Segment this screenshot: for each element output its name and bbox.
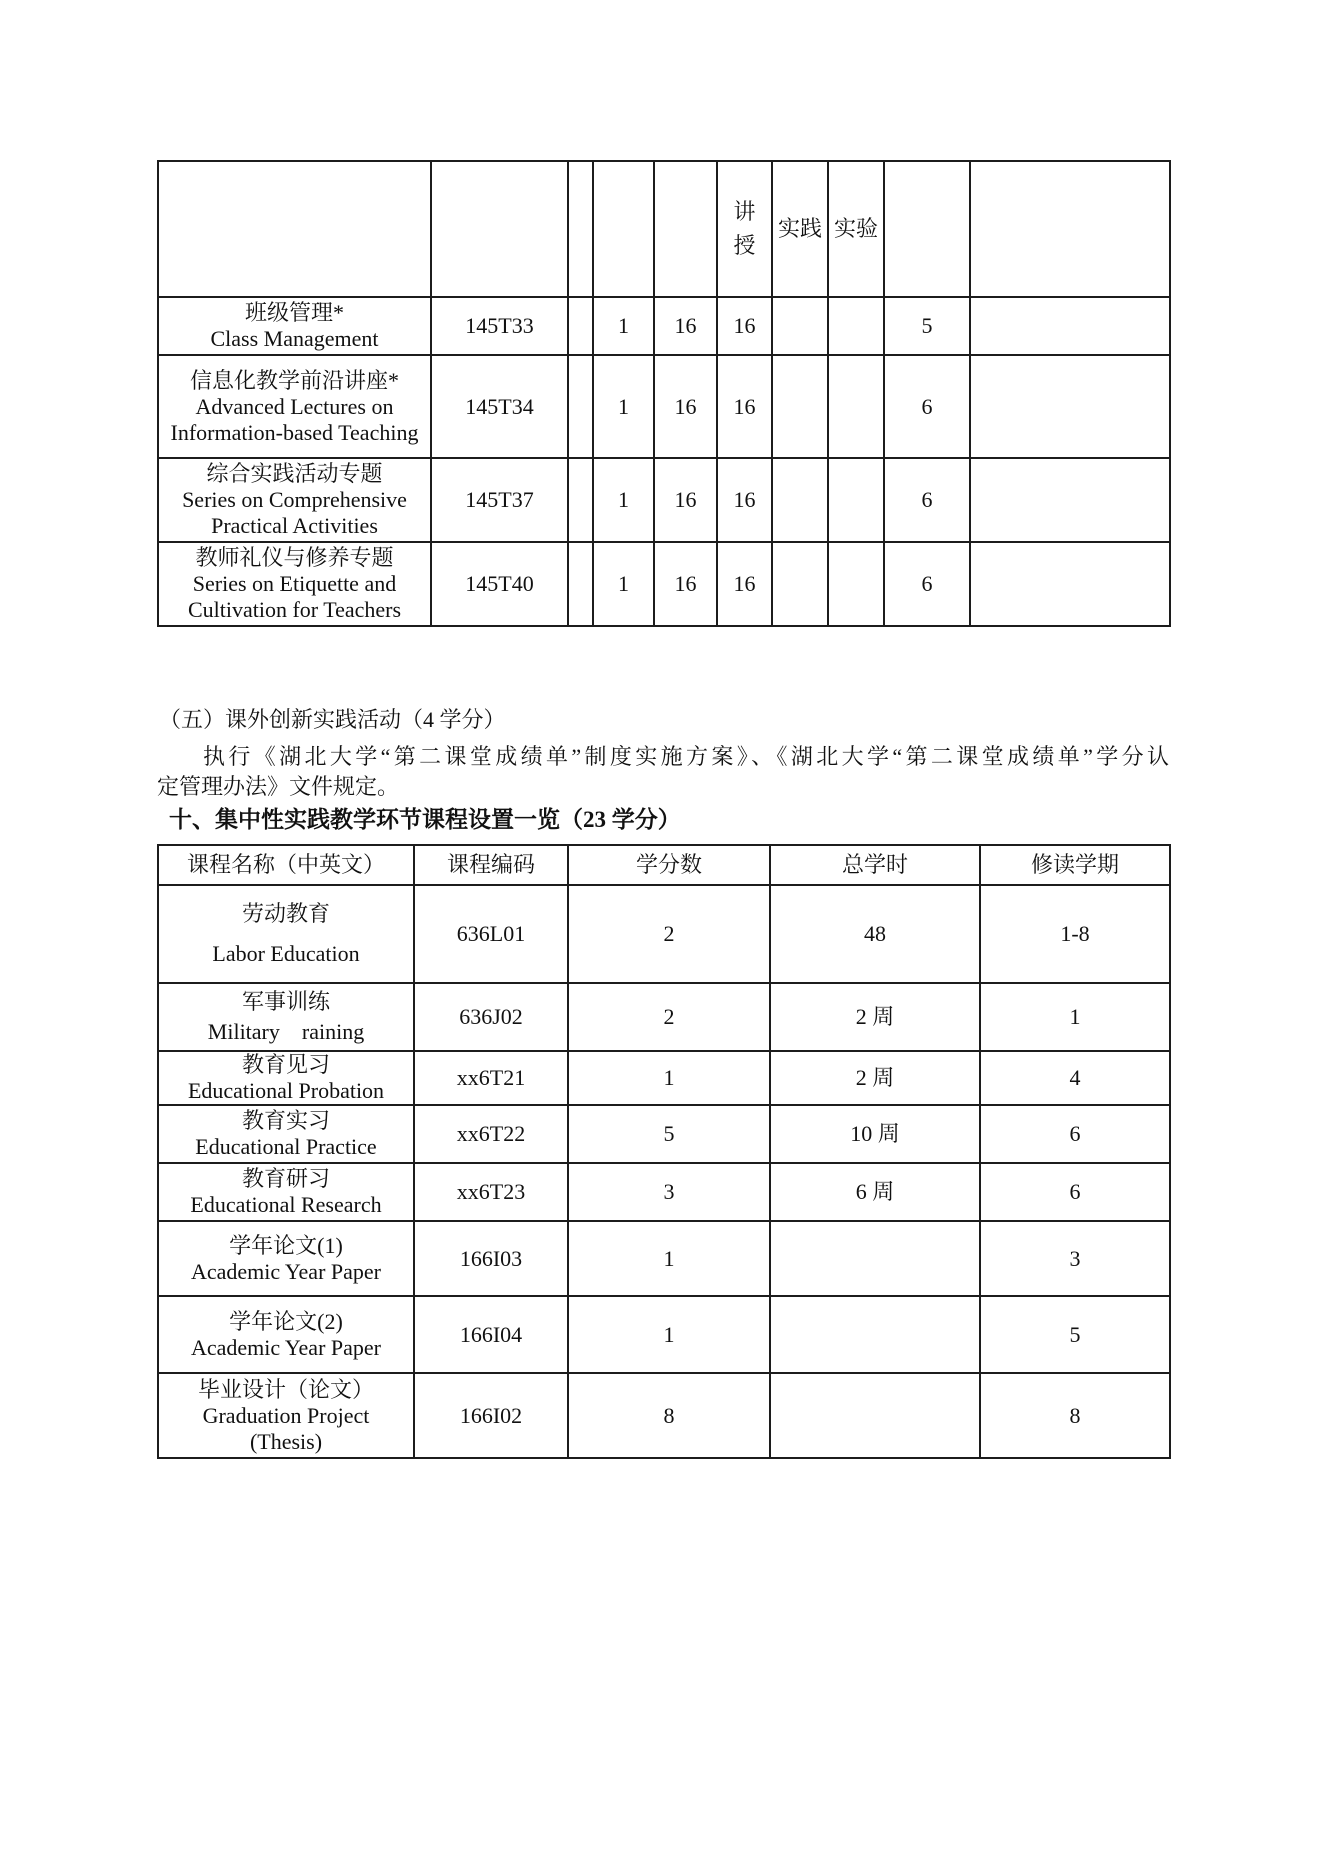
t1-r1-name	[158, 297, 431, 355]
course-name-en: Class Management	[210, 326, 379, 351]
course-name-zh: 信息化教学前沿讲座*	[189, 367, 399, 393]
t1-r3-code: 145T37	[431, 458, 568, 542]
t2-r7-credits: 1	[568, 1296, 770, 1373]
t1-r3-credits: 1	[593, 458, 654, 542]
t1-r4-experiment	[828, 542, 884, 626]
t2-r5-code: xx6T23	[414, 1163, 568, 1221]
t2-r5-semester: 6	[980, 1163, 1170, 1221]
t1-r1-credits: 1	[593, 297, 654, 355]
t1-r2-lecture: 16	[717, 355, 772, 458]
t1-r4-name	[158, 542, 431, 626]
course-name-zh: 综合实践活动专题	[206, 461, 383, 486]
course-hours-table	[157, 160, 1171, 627]
t2-r4-credits: 5	[568, 1105, 770, 1163]
t1-r3-lecture: 16	[717, 458, 772, 542]
table1-header-row	[158, 161, 1170, 297]
t2-r2-code: 636J02	[414, 983, 568, 1051]
t1-r2-semester: 6	[884, 355, 970, 458]
table-row	[158, 885, 1170, 983]
t2-r1-name	[158, 885, 414, 983]
course-name-en: Educational Probation	[187, 1078, 385, 1103]
t2-r2-hours: 2 周	[770, 983, 980, 1051]
course-name-en: Series on Comprehensive Practical Activities	[182, 487, 407, 538]
t2-r4-semester: 6	[980, 1105, 1170, 1163]
t1-h-experiment: 实验	[828, 161, 884, 297]
t2-r6-name	[158, 1221, 414, 1296]
course-name-zh: 学年论文(2)	[229, 1308, 343, 1334]
t1-h-code-empty	[431, 161, 568, 297]
table-row	[158, 1105, 1170, 1163]
t1-r3-spacer	[568, 458, 593, 542]
policy-paragraph-line2: 定管理办法》文件规定。	[157, 774, 400, 799]
t1-r3-semester: 6	[884, 458, 970, 542]
t1-r1-hours: 16	[654, 297, 717, 355]
t1-r4-note	[970, 542, 1170, 626]
course-name-zh: 教育研习	[241, 1166, 330, 1191]
t2-r2-name	[158, 983, 414, 1051]
t2-h-semester: 修读学期	[980, 845, 1170, 885]
t2-r8-credits: 8	[568, 1373, 770, 1458]
course-name-zh: 学年论文(1)	[229, 1232, 343, 1258]
t1-r2-hours: 16	[654, 355, 717, 458]
t2-r5-credits: 3	[568, 1163, 770, 1221]
t2-r8-hours	[770, 1373, 980, 1458]
t2-r3-name	[158, 1051, 414, 1105]
t1-h-credit-empty	[593, 161, 654, 297]
t1-r4-practice	[772, 542, 828, 626]
t1-r3-note	[970, 458, 1170, 542]
t1-r3-name	[158, 458, 431, 542]
lecture-vertical-label: 讲授	[733, 199, 756, 258]
t2-r5-hours: 6 周	[770, 1163, 980, 1221]
t1-r1-spacer	[568, 297, 593, 355]
course-name-en: Educational Research	[190, 1192, 382, 1217]
t2-r8-code: 166I02	[414, 1373, 568, 1458]
policy-paragraph-line1: 执行《湖北大学“第二课堂成绩单”制度实施方案》、《湖北大学“第二课堂成绩单”学分认	[203, 744, 1169, 769]
course-name-en: Labor Education	[212, 941, 360, 966]
t1-r4-code: 145T40	[431, 542, 568, 626]
practical-course-table	[157, 844, 1171, 1459]
t2-r4-hours: 10 周	[770, 1105, 980, 1163]
course-name-zh: 教师礼仪与修养专题	[195, 545, 394, 570]
t1-h-spacer	[568, 161, 593, 297]
t2-r6-semester: 3	[980, 1221, 1170, 1296]
table-row	[158, 1051, 1170, 1105]
course-name-en: Series on Etiquette and Cultivation for Teachers	[187, 571, 402, 622]
t1-r2-code: 145T34	[431, 355, 568, 458]
t2-r1-credits: 2	[568, 885, 770, 983]
t1-r1-lecture: 16	[717, 297, 772, 355]
t2-r3-semester: 4	[980, 1051, 1170, 1105]
t1-r2-practice	[772, 355, 828, 458]
t1-r2-experiment	[828, 355, 884, 458]
t1-h-note-empty	[970, 161, 1170, 297]
table-row	[158, 1296, 1170, 1373]
t2-r7-semester: 5	[980, 1296, 1170, 1373]
section-item5-title: （五）课外创新实践活动（4 学分）	[159, 707, 506, 732]
t2-h-code: 课程编码	[414, 845, 568, 885]
t2-h-name: 课程名称（中英文）	[158, 845, 414, 885]
t1-r4-semester: 6	[884, 542, 970, 626]
t1-h-lecture	[717, 161, 772, 297]
table-row	[158, 983, 1170, 1051]
section-heading-10: 十、集中性实践教学环节课程设置一览（23 学分）	[169, 807, 681, 832]
t1-r4-hours: 16	[654, 542, 717, 626]
t1-r1-semester: 5	[884, 297, 970, 355]
t1-r1-note	[970, 297, 1170, 355]
t2-r7-name	[158, 1296, 414, 1373]
t1-r3-experiment	[828, 458, 884, 542]
course-name-zh: 班级管理*	[244, 300, 344, 325]
t2-r1-code: 636L01	[414, 885, 568, 983]
t1-h-semester-empty	[884, 161, 970, 297]
t1-h-practice: 实践	[772, 161, 828, 297]
t1-r4-spacer	[568, 542, 593, 626]
course-name-zh: 教育实习	[241, 1108, 330, 1133]
t2-r1-hours: 48	[770, 885, 980, 983]
t2-r4-code: xx6T22	[414, 1105, 568, 1163]
course-name-zh: 毕业设计（论文）	[197, 1376, 374, 1402]
t2-r6-credits: 1	[568, 1221, 770, 1296]
t2-r3-credits: 1	[568, 1051, 770, 1105]
t1-r2-note	[970, 355, 1170, 458]
course-name-en: Educational Practice	[195, 1134, 377, 1159]
course-name-en: Military raining	[207, 1019, 365, 1044]
t1-r2-name	[158, 355, 431, 458]
course-name-zh: 教育见习	[241, 1052, 330, 1077]
table-row	[158, 542, 1170, 626]
table-row	[158, 1221, 1170, 1296]
t2-r2-semester: 1	[980, 983, 1170, 1051]
t2-r3-hours: 2 周	[770, 1051, 980, 1105]
table-row	[158, 1373, 1170, 1458]
t2-r6-code: 166I03	[414, 1221, 568, 1296]
course-name-en: Academic Year Paper	[191, 1334, 381, 1360]
table2-header-row	[158, 845, 1170, 885]
t1-h-name-empty	[158, 161, 431, 297]
t2-r1-semester: 1-8	[980, 885, 1170, 983]
t1-r3-hours: 16	[654, 458, 717, 542]
section-text	[157, 705, 1169, 836]
course-name-en: Advanced Lectures on Information-based Teaching	[170, 393, 419, 445]
table-row	[158, 355, 1170, 458]
course-name-en: Academic Year Paper	[191, 1258, 381, 1284]
t1-r1-experiment	[828, 297, 884, 355]
t2-r3-code: xx6T21	[414, 1051, 568, 1105]
table-row	[158, 1163, 1170, 1221]
t1-r3-practice	[772, 458, 828, 542]
t2-r5-name	[158, 1163, 414, 1221]
course-name-en: Graduation Project	[202, 1402, 370, 1428]
t1-r2-credits: 1	[593, 355, 654, 458]
t2-r7-hours	[770, 1296, 980, 1373]
t2-r2-credits: 2	[568, 983, 770, 1051]
t1-r2-spacer	[568, 355, 593, 458]
table-row	[158, 297, 1170, 355]
t2-r6-hours	[770, 1221, 980, 1296]
t2-r4-name	[158, 1105, 414, 1163]
t1-r1-code: 145T33	[431, 297, 568, 355]
t2-r7-code: 166I04	[414, 1296, 568, 1373]
t2-r8-semester: 8	[980, 1373, 1170, 1458]
t1-r4-lecture: 16	[717, 542, 772, 626]
t2-r8-name	[158, 1373, 414, 1458]
t1-h-hours-empty	[654, 161, 717, 297]
t1-r4-credits: 1	[593, 542, 654, 626]
t2-h-credits: 学分数	[568, 845, 770, 885]
table-row	[158, 458, 1170, 542]
t2-h-hours: 总学时	[770, 845, 980, 885]
course-name-zh: 劳动教育	[241, 901, 330, 926]
t1-r1-practice	[772, 297, 828, 355]
course-name-zh: 军事训练	[241, 989, 330, 1014]
course-name-en-line2: (Thesis)	[249, 1428, 323, 1454]
